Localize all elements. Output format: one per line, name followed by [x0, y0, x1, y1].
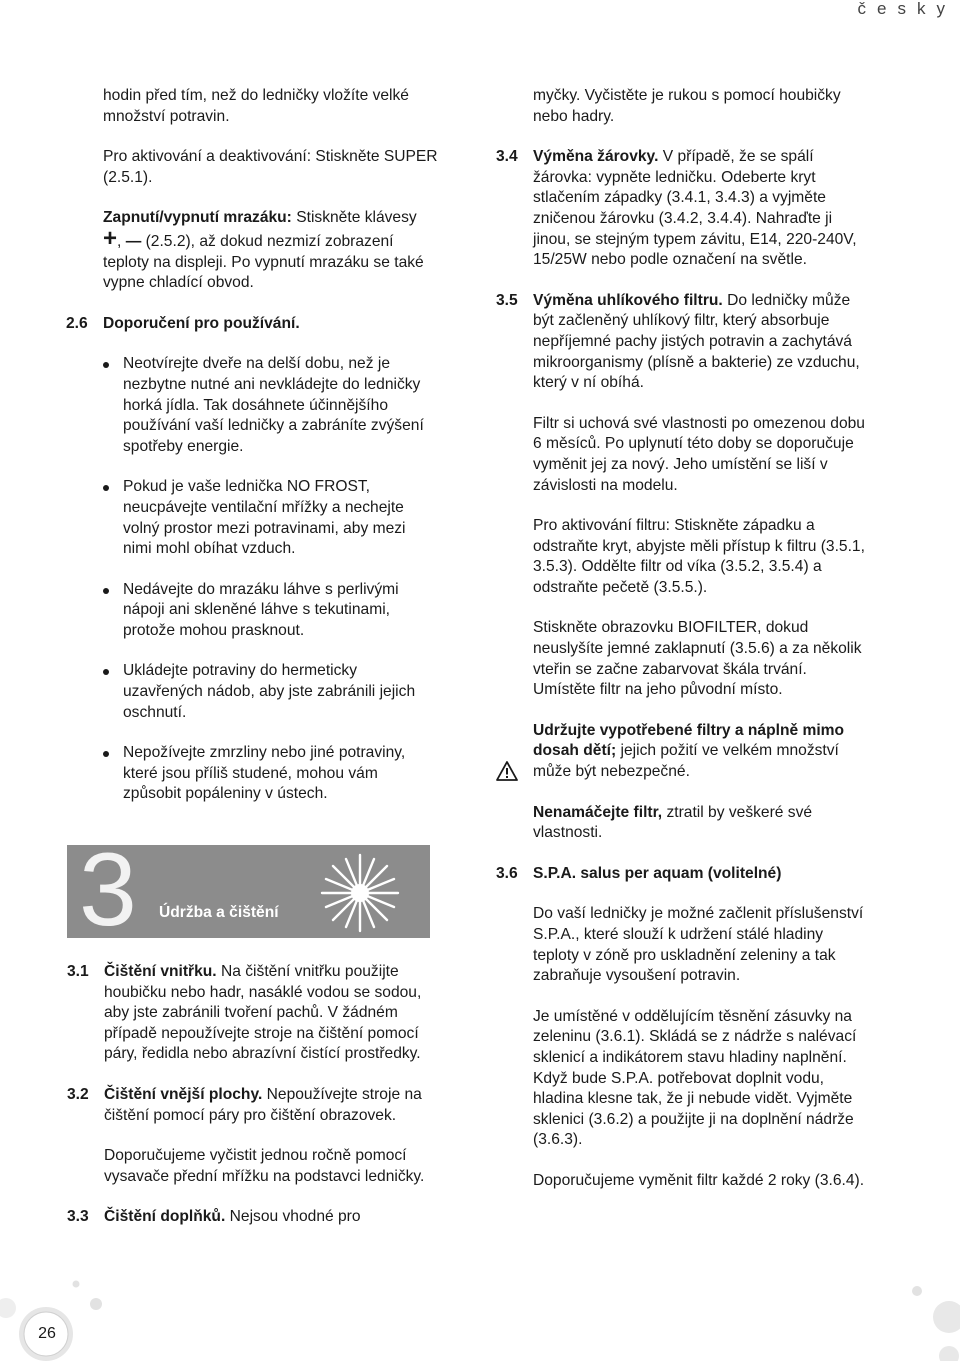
paragraph: myčky. Vyčistěte je rukou s pomocí houbičky nebo hadry.	[533, 87, 841, 125]
paragraph: hodin před tím, než do ledničky vložíte velké množství potravin.	[103, 87, 409, 125]
paragraph: Stiskněte obrazovku BIOFILTER, dokud neuslyšíte jemné zaklapnutí (3.5.6) a za několik vteřin se začne zabarvovat škála trvání. Umístěte filtr na jeho původní místo.	[533, 619, 862, 699]
bold-lead: Zapnutí/vypnutí mrazáku:	[103, 209, 292, 227]
section-3-5	[496, 291, 868, 394]
section-number: 3.2	[67, 1085, 89, 1103]
left-column-bottom	[67, 962, 437, 1228]
section-3-3	[67, 1207, 437, 1228]
list-item: Nedávejte do mrazáku láhve s perlivými nápoji ani skleněné láhve s tekutinami, protože mohou prasknout.	[123, 580, 438, 642]
list-item: Neotvírejte dveře na delší dobu, než je nezbytne nutné ani nevkládejte do ledničky horká jídla. Tak dosáhnete účinnějšího používání vaší ledničky a zabráníte zvýšení spotřeby energie.	[123, 354, 438, 457]
text: ,	[117, 232, 126, 250]
paragraph: Pro aktivování a deaktivování: Stiskněte SUPER (2.5.1).	[103, 148, 438, 186]
warning-paragraph	[496, 721, 868, 783]
sparkle-burst-icon	[318, 851, 402, 935]
right-column	[496, 86, 868, 1192]
paragraph: Doporučujeme vyměnit filtr každé 2 roky (3.6.4).	[533, 1171, 865, 1189]
paragraph: Doporučujeme vyčistit jednou ročně pomocí vysavače přední mřížku na podstavci ledničky.	[104, 1147, 425, 1185]
warning-bold: Udržujte vypotřebené filtry a náplně mimo dosah dětí;	[533, 721, 845, 760]
list-item: Nepožívejte zmrzliny nebo jiné potraviny, které jsou příliš studené, mohou vám způsobit popáleniny v ústech.	[123, 743, 438, 805]
paragraph: Filtr si uchová své vlastnosti po omezenou dobu 6 měsíců. Po uplynutí této doby se doporučuje vyměnit jej za nový. Jeho umístění se liší v závislosti na modelu.	[533, 414, 865, 494]
chapter-number: 3	[79, 832, 137, 948]
section-number: 2.6	[66, 314, 88, 332]
page-number: 26	[38, 1325, 56, 1342]
text: (2.5.2), až dokud nezmizí zobrazení teploty na displeji. Po vypnutí mrazáku se také vypne chladící obvod.	[103, 232, 424, 292]
section-title: S.P.A. salus per aquam (volitelné)	[533, 864, 782, 882]
decorative-circles	[905, 1283, 960, 1361]
section-title: Výměna žárovky.	[533, 148, 659, 166]
list-item: Ukládejte potraviny do hermeticky uzavřených nádob, aby jste zabránili jejich oschnutí.	[123, 661, 438, 723]
chapter-title: Údržba a čištění	[159, 904, 279, 921]
paragraph: Pro aktivování filtru: Stiskněte západku a odstraňte kryt, abyjste měli přístup k filtru (3.5.1, 3.5.3). Oddělte filtr od víka (3.5.2, 3.5.4) a odstraňte pečetě (3.5.5.).	[533, 517, 865, 596]
section-title: Doporučení pro používání.	[103, 314, 300, 332]
text: ztratil by veškeré své vlastnosti.	[533, 803, 813, 842]
section-number: 3.5	[496, 291, 518, 309]
section-3-4	[496, 147, 868, 271]
recommendations-list	[66, 354, 438, 805]
paragraph: Do vaší ledničky je možné začlenit příslušenství S.P.A., které slouží k udržení stálé hladiny teploty v zóně pro uskladnění zeleniny a tak zabraňuje vysoušení potravin.	[533, 905, 864, 985]
chapter-banner	[67, 832, 430, 948]
plus-key-icon: +	[103, 224, 118, 252]
paragraph	[496, 803, 868, 844]
section-title: Čištění vnitřku.	[104, 963, 217, 980]
section-text: Nepoužívejte stroje na čištění pomocí páry pro čištění obrazovek.	[104, 1085, 422, 1124]
warning-triangle-icon	[496, 761, 518, 781]
section-text: V případě, že se spálí žárovka: vypněte ledničku. Odeberte kryt stlačením západky (3.4.1, 3.4.3) a vyjměte zničenou žárovku (3.4.2, 3.4.4). Nahraďte ji jinou, se stejným typem závitu, E14, 220-240V, 15/25W nebo podle označení na světle.	[533, 148, 857, 269]
minus-key-icon: —	[125, 232, 142, 250]
paragraph: Je umístěné v oddělujícím těsnění zásuvky na zeleninu (3.6.1). Skládá se z nádrže s nalévací sklenicí a indikátorem stavu hladiny naplnění. Když bude S.P.A. potřebovat doplnit vodu, hladina klesne tak, že ji nebude vidět. Vyjměte sklenici (3.6.2) a použijte ji na doplnění nádrže (3.6.3).	[533, 1007, 857, 1149]
section-text: Na čištění vnitřku použijte houbičku nebo hadr, nasáklé vodou se sodou, aby jste zabránili tvoření pachů. V žádném případě nepoužívejte stroje na čištění pomocí páry, ředidla nebo abrazívní čistící prostředky.	[104, 963, 422, 1063]
section-number: 3.6	[496, 864, 518, 882]
section-3-1	[67, 962, 437, 1065]
section-text: Nejsou vhodné pro	[225, 1208, 361, 1226]
section-number: 3.4	[496, 148, 518, 166]
bold-lead: Nenamáčejte filtr,	[533, 803, 663, 821]
freezer-toggle-paragraph	[66, 208, 438, 293]
left-column	[66, 86, 438, 805]
section-title: Čištění vnější plochy.	[104, 1085, 263, 1103]
list-item: Pokud je vaše lednička NO FROST, neucpávejte ventilační mřížky a nechejte volný prostor mezi potravinami, aby mezi nimi mohl obíhat vzduch.	[123, 477, 438, 559]
warning-text: jejich požití ve velkém množství může být nebezpečné.	[533, 742, 839, 781]
section-title: Výměna uhlíkového filtru.	[533, 291, 723, 309]
section-number: 3.3	[67, 1208, 89, 1226]
section-number: 3.1	[67, 963, 89, 980]
header-language: česky	[857, 0, 956, 18]
section-heading-3-6	[496, 864, 868, 885]
section-title: Čištění doplňků.	[104, 1208, 226, 1226]
text: Stiskněte klávesy	[291, 209, 417, 227]
section-3-2	[67, 1085, 437, 1126]
section-text: Do ledničky může být začleněný uhlíkový filtr, který absorbuje nepříjemné pachy jistých potravin a zachytává mikroorganismy (plísně a bakterie) ze vzduchu, který v ní obíhá.	[533, 291, 860, 392]
section-heading-2-6	[66, 314, 438, 335]
